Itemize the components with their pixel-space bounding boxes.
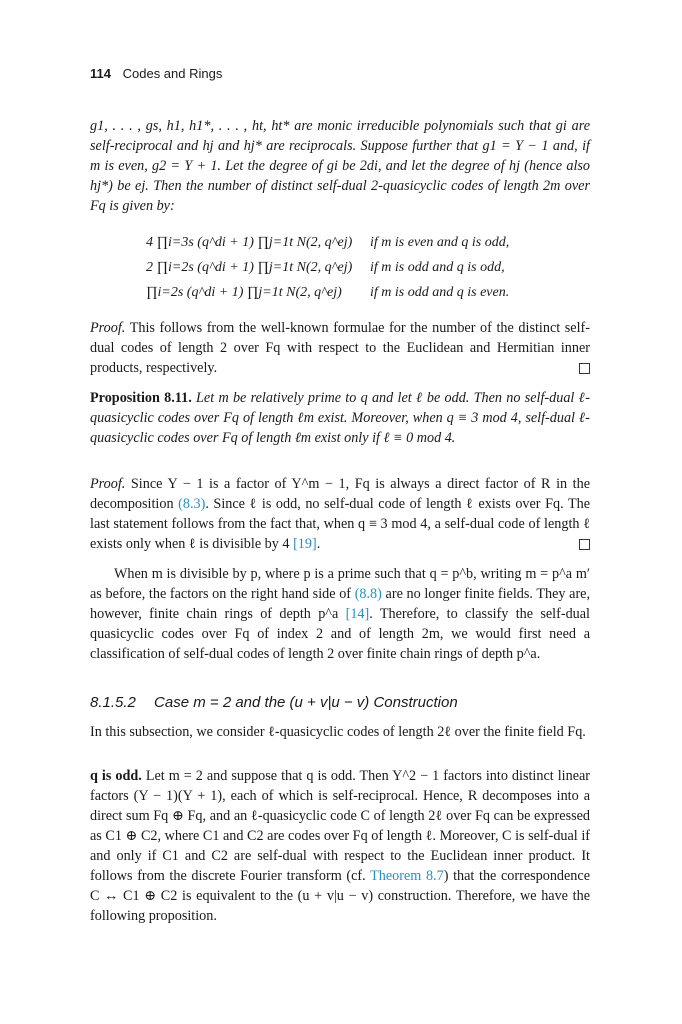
formula-expression: ∏i=2s (q^di + 1) ∏j=1t N(2, q^ej): [146, 285, 342, 300]
proposition-paragraph: [90, 388, 590, 448]
formula-row: [146, 255, 509, 280]
qed-box-icon: [579, 539, 590, 550]
theorem-link[interactable]: Theorem 8.7: [370, 868, 444, 884]
citation-link[interactable]: [19]: [293, 536, 317, 552]
subsection-title: Case m = 2 and the (u + v|u − v) Construction: [154, 694, 458, 711]
body-text: In this subsection, we consider ℓ-quasicyclic codes of length 2ℓ over the finite field Fq.: [90, 724, 586, 740]
running-header: [90, 66, 222, 81]
case-label: q is odd.: [90, 768, 142, 784]
proof-paragraph-1: [90, 318, 590, 378]
intro-paragraph: [90, 116, 590, 216]
formula-row: [146, 280, 509, 305]
body-paragraph: [90, 564, 590, 664]
formula-expression: 2 ∏i=2s (q^di + 1) ∏j=1t N(2, q^ej): [146, 260, 353, 275]
running-title: Codes and Rings: [122, 66, 223, 81]
proof-label: Proof.: [90, 476, 126, 492]
body-text: When m is divisible by p, where p is a prime such that q = p^b, writing m = p^a m′ as before, the factors on the right hand side of: [90, 566, 590, 602]
proof-text: This follows from the well-known formulae for the number of the distinct self-dual codes of length 2 over Fq with respect to the Euclidean and Hermitian inner products, respectively.: [90, 320, 590, 376]
case-paragraph: [90, 766, 590, 926]
proof-text: . Since ℓ is odd, no self-dual code of length ℓ exists over Fq. The last statement follows from the fact that, when q ≡ 3 mod 4, a self-dual code of length ℓ exists only when ℓ is divisible by 4: [90, 496, 590, 552]
proposition-label: Proposition 8.11.: [90, 390, 192, 406]
proof-label: Proof.: [90, 320, 126, 336]
citation-link[interactable]: [14]: [345, 606, 370, 622]
formula-condition: if m is odd and q is odd,: [370, 260, 505, 275]
proof-text: Since Y − 1 is a factor of Y^m − 1, Fq is always a direct factor of R in the decomposition: [90, 476, 591, 512]
proof-text: .: [316, 536, 321, 552]
formula-condition: if m is odd and q is even.: [370, 285, 510, 300]
body-text: ) that the correspondence C ↔ C1 ⊕ C2 is equivalent to the (u + v|u − v) construction. Therefore, we have the following proposition.: [90, 868, 590, 924]
intro-text: g1, . . . , gs, h1, h1*, . . . , ht, ht* are monic irreducible polynomials such that gi are self-reciprocal and hj and hj* are reciprocals. Suppose further that g1 = Y − 1 and, if m is even, g2 = Y + 1. Let the degree of gi be 2di, and let the degree of hj (hence also hj*) be ej. Then the number of distinct self-dual 2-quasicyclic codes of length 2m over Fq is given by:: [90, 118, 590, 214]
formula-list: [146, 230, 509, 305]
page-number: 114: [90, 66, 111, 81]
body-text: are no longer finite fields. They are, however, finite chain rings of depth p^a: [90, 586, 591, 622]
equation-link[interactable]: (8.8): [354, 586, 382, 602]
equation-link[interactable]: (8.3): [178, 496, 206, 512]
body-text: . Therefore, to classify the self-dual quasicyclic codes over Fq of index 2 and of length 2m, we would first need a classification of self-dual codes of length 2 over finite chain rings of depth p^a.: [90, 606, 590, 662]
subsection-heading: [90, 694, 458, 711]
formula-row: [146, 230, 509, 255]
formula-condition: if m is even and q is odd,: [370, 235, 510, 250]
subsection-number: 8.1.5.2: [90, 694, 136, 711]
proposition-text: Let m be relatively prime to q and let ℓ be odd. Then no self-dual ℓ-quasicyclic codes over Fq of length ℓm exist. Moreover, when q ≡ 3 mod 4, self-dual ℓ-quasicyclic codes over Fq of length ℓm exist only if ℓ ≡ 0 mod 4.: [90, 390, 590, 446]
subsection-intro: [90, 722, 590, 742]
qed-box-icon: [579, 363, 590, 374]
formula-expression: 4 ∏i=3s (q^di + 1) ∏j=1t N(2, q^ej): [146, 235, 353, 250]
proof-paragraph-2: [90, 474, 590, 554]
body-text: Let m = 2 and suppose that q is odd. Then Y^2 − 1 factors into distinct linear factors (Y − 1)(Y + 1), each of which is self-reciprocal. Hence, R decomposes into a direct sum Fq ⊕ Fq, and an ℓ-quasicyclic code C of length 2ℓ over Fq can be expressed as C1 ⊕ C2, where C1 and C2 are codes over Fq of length ℓ. Moreover, C is self-dual if and only if C1 and C2 are self-dual with respect to the Euclidean inner product. It follows from the discrete Fourier transform (cf.: [90, 768, 591, 884]
